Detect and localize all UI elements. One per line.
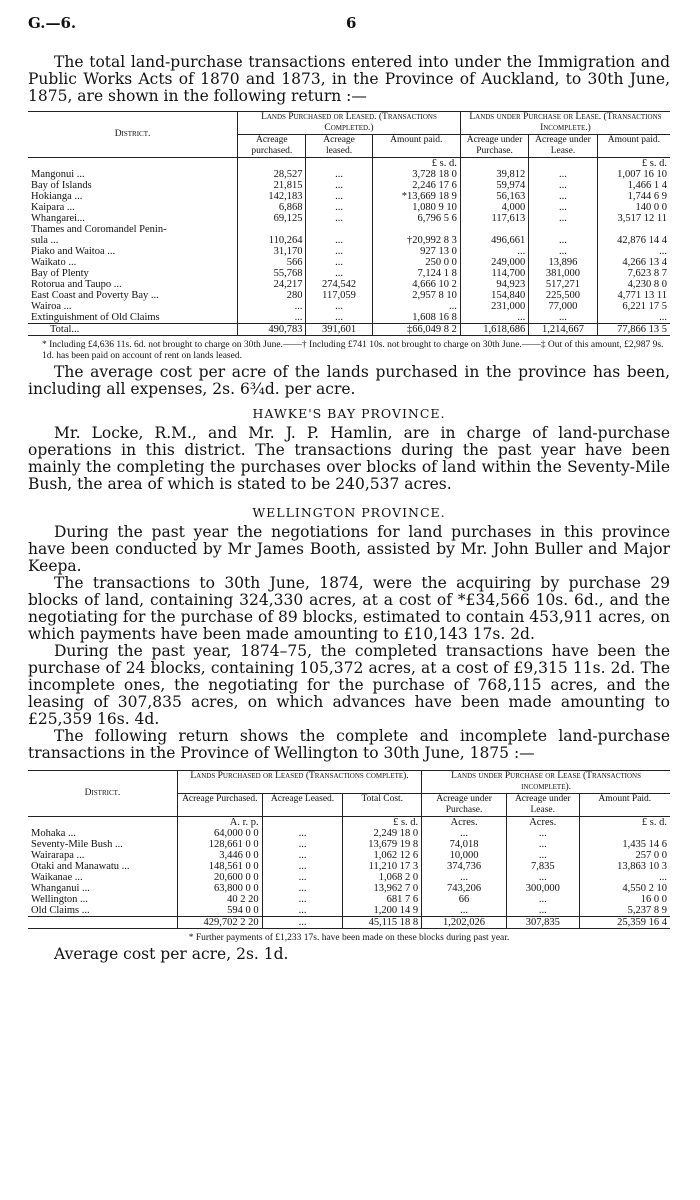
acreage-under-purchase-cell: 114,700 [460,268,528,279]
district-cell: sula ... [28,235,238,246]
acreage-under-lease-cell: ... [529,312,597,324]
acreage-under-lease-cell: ... [506,850,579,861]
acreage-leased-cell: ... [306,246,372,257]
acreage-purchased-cell: 20,600 0 0 [177,872,262,883]
total-cost-cell: 11,210 17 3 [343,861,422,872]
col-acreage-leased: Acreage Leased. [262,794,343,817]
table-row [28,224,670,235]
acreage-under-purchase-cell: 117,613 [460,213,528,224]
acreage-purchased-cell: ... [238,312,306,324]
auckland-group2-header: Lands under Purchase or Lease. (Transactions Incomplete.) [460,112,670,135]
acreage-under-lease-cell: ... [529,235,597,246]
amount-paid-cell: 1,080 9 10 [372,202,460,213]
acreage-leased-cell: ... [306,180,372,191]
total-acreage-leased-cell: ... [262,917,343,929]
amount-paid-cell: ... [659,872,667,883]
acreage-leased-cell: ... [262,839,343,850]
wellington-table [28,770,670,929]
acreage-leased-cell: 117,059 [306,290,372,301]
acreage-under-lease-cell: ... [529,202,597,213]
acreage-under-lease-cell: 381,000 [529,268,597,279]
total-amount-paid-cell: ‡66,049 8 2 [372,324,460,336]
acreage-under-lease-cell: 225,500 [529,290,597,301]
amount-paid-incomplete-cell: 4,230 8 0 [627,279,667,290]
total-acreage-under-purchase-cell: 1,202,026 [422,917,507,929]
acreage-purchased-cell: 28,527 [238,169,306,180]
total-acreage-under-purchase-cell: 1,618,686 [460,324,528,336]
acreage-leased-cell: ... [262,828,343,839]
table-row [28,268,670,279]
table-row [28,290,670,301]
acreage-under-purchase-cell: 66 [422,894,507,905]
table-row [28,883,670,894]
amount-paid-incomplete-cell: 7,623 8 7 [627,268,667,279]
amount-paid-cell: †20,992 8 3 [372,235,460,246]
acreage-leased-cell: ... [306,257,372,268]
amount-paid-incomplete-cell: ... [659,312,667,323]
table-row [28,861,670,872]
amount-paid-incomplete-cell: 140 0 0 [635,202,667,213]
total-amount-paid-incomplete-cell: 77,866 13 5 [597,324,670,336]
auckland-footnote: * Including £4,636 11s. 6d. not brought to charge on 30th June.——† Including £741 10s. not brought to charge on 30th June.——‡ Out of this amount, £2,987 9s. 1d. has been paid on account of rent on lands leased. [42,340,664,361]
amount-paid-cell: *13,669 18 9 [372,191,460,202]
table-row [28,279,670,290]
amount-paid-cell [579,828,670,839]
district-cell: Kaipara ... [28,202,238,213]
amount-paid-cell: 257 0 0 [635,850,667,861]
total-row [28,917,670,929]
acreage-under-purchase-cell: ... [422,828,507,839]
intro-paragraph: The total land-purchase transactions entered into under the Immigration and Public Works Acts of 1870 and 1873, in the Province of Auckland, to 30th June, 1875, are shown in the following return :— [28,53,670,105]
col-acreage-purchased: Acreage purchased. [238,135,306,158]
district-cell: Wellington ... [28,894,177,905]
acreage-purchased-cell: ... [238,301,306,312]
total-acreage-under-lease-cell: 1,214,667 [529,324,597,336]
acreage-leased-cell: ... [262,894,343,905]
acreage-leased-cell [306,224,372,235]
total-amount-paid-cell: 25,359 16 4 [579,917,670,929]
amount-paid-cell: 4,550 2 10 [622,883,667,894]
acreage-under-purchase-cell: 154,840 [460,290,528,301]
district-cell: Mohaka ... [28,828,177,839]
table-row [28,169,670,180]
auckland-group1-header: Lands Purchased or Leased. (Transactions Completed.) [238,112,461,135]
acreage-purchased-cell: 64,000 0 0 [177,828,262,839]
acreage-purchased-cell: 594 0 0 [177,905,262,917]
total-cost-cell: 1,200 14 9 [343,905,422,917]
district-cell: Waikanae ... [28,872,177,883]
table-row [28,246,670,257]
acreage-under-lease-cell: ... [529,246,597,257]
amount-paid-incomplete-cell [597,224,670,235]
total-cost-cell: 681 7 6 [343,894,422,905]
total-cost-cell: 13,962 7 0 [343,883,422,894]
acreage-under-lease-cell: ... [506,894,579,905]
total-acreage-under-lease-cell: 307,835 [506,917,579,929]
document-reference: G.—6. [28,14,77,32]
acreage-under-purchase-cell: 74,018 [422,839,507,850]
wellington-average-cost: Average cost per acre, 2s. 1d. [54,945,289,963]
acreage-purchased-cell: 128,661 0 0 [177,839,262,850]
total-district-cell [28,917,177,929]
acreage-under-purchase-cell: 231,000 [460,301,528,312]
wellington-group2-header: Lands under Purchase or Lease (Transactions incomplete). [422,771,670,794]
acreage-under-purchase-cell: 743,206 [422,883,507,894]
currency-label: £ s. d. [372,158,460,170]
col-acreage-purchased: Acreage Purchased. [177,794,262,817]
acreage-leased-cell: ... [262,861,343,872]
acreage-leased-cell: 274,542 [306,279,372,290]
district-cell: Piako and Waitoa ... [28,246,238,257]
amount-paid-incomplete-cell: 1,466 1 4 [627,180,667,191]
district-cell: East Coast and Poverty Bay ... [28,290,238,301]
acreage-leased-cell: ... [262,883,343,894]
table-row [28,839,670,850]
col-acreage-under-lease: Acreage under Lease. [506,794,579,817]
acreage-under-purchase-cell: 4,000 [460,202,528,213]
table-row [28,180,670,191]
amount-paid-cell: 250 0 0 [372,257,460,268]
amount-paid-cell: 1,608 16 8 [372,312,460,324]
district-cell: Extinguishment of Old Claims [28,312,238,324]
district-cell: Whangarei... [28,213,238,224]
acreage-leased-cell: ... [306,202,372,213]
acreage-under-purchase-cell: 249,000 [460,257,528,268]
acreage-under-lease-cell [529,224,597,235]
wellington-district-header: District. [28,771,177,817]
unit-label: £ s. d. [343,817,422,829]
col-amount-paid-2: Amount paid. [607,135,660,145]
amount-paid-cell: 1,435 14 6 [622,839,667,850]
acreage-purchased-cell: 110,264 [238,235,306,246]
acreage-under-lease-cell: ... [506,839,579,850]
acreage-leased-cell: ... [262,872,343,883]
acreage-under-lease-cell: ... [529,213,597,224]
district-cell: Old Claims ... [28,905,177,917]
auckland-average-cost: The average cost per acre of the lands purchased in the province has been, including all expenses, 2s. 6¾d. per acre. [28,363,670,398]
acreage-purchased-cell: 21,815 [238,180,306,191]
acreage-under-purchase-cell: 39,812 [460,169,528,180]
acreage-under-lease-cell: 300,000 [506,883,579,894]
currency-label: £ s. d. [641,158,667,169]
acreage-under-purchase-cell: 59,974 [460,180,528,191]
acreage-under-purchase-cell: 374,736 [422,861,507,872]
page-number: 6 [346,14,357,32]
page-header [28,14,670,32]
acreage-leased-cell: ... [306,191,372,202]
acreage-under-lease-cell: ... [506,828,579,839]
acreage-under-purchase-cell: 56,163 [460,191,528,202]
acreage-purchased-cell: 69,125 [238,213,306,224]
amount-paid-incomplete-cell: 3,517 12 11 [617,213,667,224]
district-cell: Whanganui ... [28,883,177,894]
table-row [28,828,670,839]
amount-paid-cell: 7,124 1 8 [372,268,460,279]
acreage-under-purchase-cell [460,224,528,235]
acreage-under-lease-cell: ... [506,905,579,917]
amount-paid-incomplete-cell: 42,876 14 4 [617,235,667,246]
amount-paid-cell: 4,666 10 2 [372,279,460,290]
amount-paid-cell: ... [372,301,460,312]
col-acreage-under-purchase: Acreage under Purchase. [460,135,528,158]
amount-paid-cell [372,224,460,235]
district-cell: Seventy-Mile Bush ... [28,839,177,850]
acreage-purchased-cell: 31,170 [238,246,306,257]
hawkes-bay-paragraph: Mr. Locke, R.M., and Mr. J. P. Hamlin, are in charge of land-purchase operations in this district. The transactions during the past year have been mainly the completing the purchases over blocks of land within the Seventy-Mile Bush, the area of which is stated to be 240,537 acres. [28,424,670,493]
acreage-leased-cell: ... [306,268,372,279]
wellington-heading: WELLINGTON PROVINCE. [252,505,446,520]
acreage-under-lease-cell: ... [529,191,597,202]
acreage-under-lease-cell: 517,271 [529,279,597,290]
document-page [28,14,670,963]
acreage-purchased-cell: 24,217 [238,279,306,290]
hawkes-bay-heading: HAWKE'S BAY PROVINCE. [252,406,446,421]
acreage-under-purchase-cell: ... [460,312,528,324]
table-row [28,213,670,224]
acreage-leased-cell: ... [306,312,372,324]
amount-paid-cell: 6,796 5 6 [372,213,460,224]
district-cell: Otaki and Manawatu ... [28,861,177,872]
total-acreage-purchased-cell: 429,702 2 20 [177,917,262,929]
total-cost-cell: 1,062 12 6 [343,850,422,861]
acreage-under-purchase-cell: 94,923 [460,279,528,290]
wellington-footnote: * Further payments of £1,233 17s. have been made on these blocks during past year. [188,933,510,943]
acreage-leased-cell: ... [306,213,372,224]
amount-paid-cell: 2,957 8 10 [372,290,460,301]
total-cost-cell: 13,679 19 8 [343,839,422,850]
acreage-under-lease-cell: 7,835 [506,861,579,872]
district-cell: Waikato ... [28,257,238,268]
amount-paid-incomplete-cell: 4,771 13 11 [617,290,667,301]
acreage-under-lease-cell: 13,896 [529,257,597,268]
acreage-under-lease-cell: ... [529,180,597,191]
wellington-paragraph-1: During the past year the negotiations for land purchases in this province have been conducted by Mr James Booth, assisted by Mr. John Buller and Major Keepa. [28,523,670,575]
amount-paid-cell: 13,863 10 3 [617,861,667,872]
table-row [28,872,670,883]
auckland-district-header: District. [28,112,238,158]
amount-paid-incomplete-cell: 4,266 13 4 [622,257,667,268]
district-cell: Bay of Plenty [28,268,238,279]
total-total-cost-cell: 45,115 18 8 [343,917,422,929]
acreage-leased-cell: ... [306,169,372,180]
acreage-under-purchase-cell: ... [422,905,507,917]
amount-paid-incomplete-cell: 1,744 6 9 [627,191,667,202]
acreage-purchased-cell: 3,446 0 0 [177,850,262,861]
acreage-under-lease-cell: ... [506,872,579,883]
amount-paid-incomplete-cell: 6,221 17 5 [622,301,667,312]
acreage-leased-cell: ... [306,235,372,246]
amount-paid-cell: 3,728 18 0 [372,169,460,180]
col-amount-paid: Amount Paid. [598,794,652,804]
acreage-purchased-cell: 63,800 0 0 [177,883,262,894]
acreage-under-purchase-cell: 496,661 [460,235,528,246]
col-acreage-under-purchase: Acreage under Purchase. [422,794,507,817]
wellington-paragraph-4: The following return shows the complete and incomplete land-purchase transactions in the Province of Wellington to 30th June, 1875 :— [28,727,670,762]
auckland-table [28,111,670,336]
acreage-purchased-cell: 6,868 [238,202,306,213]
total-row [28,324,670,336]
amount-paid-cell: 16 0 0 [640,894,667,905]
table-row [28,257,670,268]
acreage-under-purchase-cell: 10,000 [422,850,507,861]
col-total-cost: Total Cost. [343,794,422,817]
acreage-purchased-cell: 142,183 [238,191,306,202]
acreage-under-purchase-cell: ... [460,246,528,257]
wellington-group1-header: Lands Purchased or Leased (Transactions complete). [177,771,421,794]
amount-paid-incomplete-cell: 1,007 16 10 [617,169,667,180]
district-cell: Mangonui ... [28,169,238,180]
district-cell: Rotorua and Taupo ... [28,279,238,290]
total-cost-cell: 1,068 2 0 [343,872,422,883]
acreage-purchased-cell: 148,561 0 0 [177,861,262,872]
table-row [28,301,670,312]
col-acreage-leased: Acreage leased. [306,135,372,158]
wellington-paragraph-3: During the past year, 1874–75, the completed transactions have been the purchase of 24 blocks, containing 105,372 acres, at a cost of £9,315 11s. 2d. The incomplete ones, the negotiating for the purchase of 768,115 acres, and the leasing of 307,835 acres, on which advances have been made amounting to £25,359 16s. 4d. [28,642,670,728]
unit-label: Acres. [422,817,507,829]
total-district-cell: Total... [28,324,238,336]
table-row [28,850,670,861]
table-row [28,191,670,202]
amount-paid-cell: 2,246 17 6 [372,180,460,191]
acreage-under-purchase-cell: ... [422,872,507,883]
table-row [28,894,670,905]
unit-label: A. r. p. [177,817,262,829]
acreage-purchased-cell: 280 [238,290,306,301]
total-acreage-leased-cell: 391,601 [306,324,372,336]
acreage-leased-cell: ... [262,850,343,861]
acreage-leased-cell: ... [262,905,343,917]
table-row [28,905,670,917]
acreage-under-lease-cell: 77,000 [529,301,597,312]
unit-label: £ s. d. [641,817,667,828]
amount-paid-incomplete-cell: ... [659,246,667,257]
district-cell: Thames and Coromandel Penin- [28,224,238,235]
total-acreage-purchased-cell: 490,783 [238,324,306,336]
district-cell: Hokianga ... [28,191,238,202]
acreage-purchased-cell [238,224,306,235]
table-row [28,312,670,324]
amount-paid-cell: 5,237 8 9 [627,905,667,916]
district-cell: Wairarapa ... [28,850,177,861]
district-cell: Bay of Islands [28,180,238,191]
amount-paid-cell: 927 13 0 [372,246,460,257]
acreage-purchased-cell: 40 2 20 [177,894,262,905]
table-row [28,235,670,246]
wellington-paragraph-2: The transactions to 30th June, 1874, were the acquiring by purchase 29 blocks of land, containing 324,330 acres, at a cost of *£34,566 10s. 6d., and the negotiating for the purchase of 89 blocks, estimated to contain 453,911 acres, on which payments have been made amounting to £10,143 17s. 2d. [28,574,670,643]
unit-label: Acres. [506,817,579,829]
col-amount-paid: Amount paid. [372,135,460,158]
total-cost-cell: 2,249 18 0 [343,828,422,839]
district-cell: Wairoa ... [28,301,238,312]
table-row [28,202,670,213]
acreage-leased-cell: ... [306,301,372,312]
acreage-purchased-cell: 566 [238,257,306,268]
acreage-purchased-cell: 55,768 [238,268,306,279]
col-acreage-under-lease: Acreage under Lease. [529,135,597,158]
acreage-under-lease-cell: ... [529,169,597,180]
